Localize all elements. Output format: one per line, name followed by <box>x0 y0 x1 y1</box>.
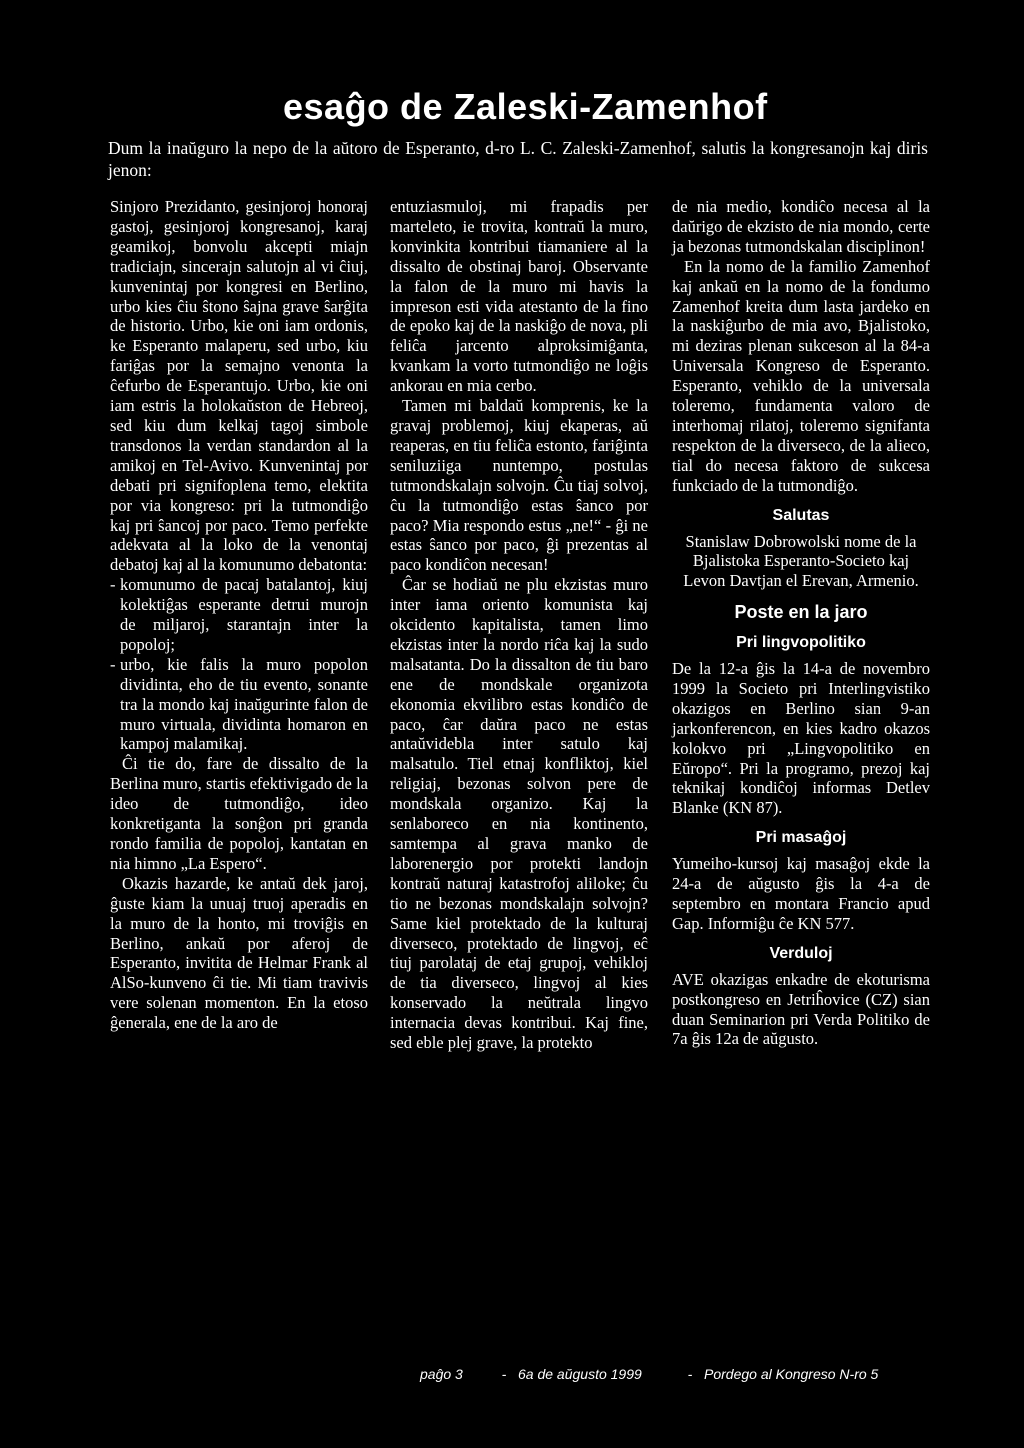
bullet-list <box>110 575 368 754</box>
publication-name: Pordego al Kongreso N-ro 5 <box>704 1366 879 1382</box>
salutas-text: Stanislaw Dobrowolski nome de la Bjalistoka Esperanto-Societo kaj Levon Davtjan el Erevan, Armenio. <box>683 531 919 591</box>
paragraph: Okazis hazarde, ke antaŭ dek jaroj, ĝuste kiam la unuaj truoj aperadis en la muro de la honto, mi troviĝis en Berlino, ankaŭ por aferoj de Esperanto, invitita de Helmar Frank al AlSo-kunveno ĉi tie. Mi tiam travivis vere solenan momenton. En la etoso ĝenerala, ene de la aro de <box>110 873 368 1033</box>
footer-separator: - <box>501 1366 507 1382</box>
list-item: - komunumo de pacaj batalantoj, kiuj kolektiĝas esperante detrui murojn de miljaroj, starantajn inter la popoloj; <box>110 575 368 654</box>
issue-date: 6a de aŭgusto 1999 <box>518 1366 642 1382</box>
paragraph: entuziasmuloj, mi frapadis per marteleto, ie trovita, kontraŭ la muro, konvinkita kontribui tiamaniere al la dissalto de obstinaj baroj. Observante la falon de la muro mi havis la impreson esti vida atestanto de la fino de epoko kaj de la naskiĝo de nova, pli feliĉa jarcento alproksimiĝanta, kvankam la vorto tutmondiĝo ne loĝis ankorau en mia cerbo. <box>390 197 648 396</box>
section-heading-salutas: Salutas <box>772 506 830 524</box>
section-heading-verduloj: Verduloj <box>769 944 833 962</box>
article-intro: Dum la inaŭguro la nepo de la aŭtoro de Esperanto, d-ro L. C. Zaleski-Zamenhof, salutis la kongresanojn kaj diris jenon: <box>108 138 928 180</box>
section-heading-masagoj: Pri masaĝoj <box>755 829 847 847</box>
section-heading-poste: Poste en la jaro <box>734 602 868 623</box>
paragraph: Sinjoro Prezidanto, gesinjoroj honoraj gastoj, gesinjoroj kongresanoj, karaj geamikoj, bonvolu akcepti miajn tradiciajn, sincerajn salutojn al vi ĉiuj, kunvenintaj por kongresi en Berlino, urbo kies ĉiu ŝtono ŝajna grave ŝarĝita de historio. Urbo, kie oni iam ordonis, ke Esperanto malaperu, sed urbo, kiu fariĝas por la semajno venonta la ĉefurbo de Esperantujo. Urbo, kie oni iam estris la holokaŭston de Hebreoj, sed kiu dum kelkaj tagoj simbole transdonos la verdan standardon al la amikoj en Tel-Avivo. Kunvenintaj por debati pri signifoplena temo, elektita por via kongreso: pri la tutmondiĝo kaj pri ŝancoj por paco. Temo perfekte adekvata al la loko de la venontaj debatoj kaj al la komunumo debatonta: <box>110 197 368 575</box>
paragraph: Ĉi tie do, fare de dissalto de la Berlina muro, startis efektivigado de la ideo de tutmondiĝo, ideo konkretiganta la sonĝon pri granda rondo familia de popoloj, kantatan en nia himno „La Espero“. <box>110 754 368 873</box>
paragraph: Ĉar se hodiaŭ ne plu ekzistas muro inter iama oriento komunista kaj okcidento kapitalista, tamen limo ekzistas inter la nordo riĉa kaj la sudo malsatanta. Do la dissalton de tiu baro ene de mondskale organizota ekonomia ekvilibro estas kondiĉo de paco, ĉar daŭra paco ne estas antaŭvidebla inter satulo kaj malsatulo. Tiel etnaj konfliktoj, kiel religiaj, bezonas solvon pere de mondskala organizo. Kaj la senlaboreco en nia kontinento, samtempa al grava manko de laborenergio por protekti landojn kontraŭ naturaj katastrofoj aliloke; ĉu tio ne bezonas mondskalajn solvojn? Same kiel protektado de la kulturaj diverseco, protektado de lingvoj, eĉ tiuj parolataj de etaj grupoj, vehikloj de tia diverseco, lingvoj al kies konservado la neŭtrala lingvo internacia devas kontribui. Kaj fine, sed eble plej grave, la protekto <box>390 575 648 1053</box>
article-headline: esaĝo de Zaleski-Zamenhof <box>283 86 768 127</box>
column-3 <box>672 197 930 1049</box>
column-2 <box>390 197 648 1053</box>
column-1 <box>110 197 368 1033</box>
list-item: - urbo, kie falis la muro popolon dividinta, eho de tiu evento, sonante tra la mondo kaj inaŭgurinte falon de muro virtuala, dividinta homaron en kampoj malamikaj. <box>110 654 368 754</box>
paragraph: En la nomo de la familio Zamenhof kaj ankaŭ en la nomo de la fondumo Zamenhof kreita dum lasta jardeko en la naskiĝurbo de mia avo, Bjalistoko, mi deziras plenan sukceson al la 84-a Universala Kongreso de Esperanto. Esperanto, vehiklo de la universala toleremo, fundamenta valoro de interhomaj rilatoj, toleremo signifanta respekton de la diverseco, de la alieco, tial do necesa faktoro de sukcesa funkciado de la tutmondiĝo. <box>672 256 930 495</box>
lingvopolitiko-text: De la 12-a ĝis la 14-a de novembro 1999 la Societo pri Interlingvistiko okazigos en Berlino sian 9-an jarkonferencon, en kies kadro okazos kolokvo pri „Lingvopolitiko en Eŭropo“. Pri la programo, prezoj kaj teknikaj kondiĉoj informas Detlev Blanke (KN 87). <box>672 659 930 818</box>
paragraph: de nia medio, kondiĉo necesa al la daŭrigo de ekzisto de nia mondo, certe ja bezonas tutmondskalan disciplinon! <box>672 197 930 256</box>
footer-separator: - <box>687 1366 693 1382</box>
verduloj-text: AVE okazigas enkadre de ekoturisma postkongreso en Jetriĥovice (CZ) sian duan Seminarion pri Verda Politiko de 7a ĝis 12a de aŭgusto. <box>672 969 930 1049</box>
masagoj-text: Yumeiho-kursoj kaj masaĝoj ekde la 24-a de aŭgusto ĝis la 4-a de septembro en montara Francio apud Gap. Informiĝu ĉe KN 577. <box>672 854 930 933</box>
page-number: paĝo 3 <box>420 1366 463 1382</box>
section-heading-lingvopolitiko: Pri lingvopolitiko <box>736 634 866 652</box>
paragraph: Tamen mi baldaŭ komprenis, ke la gravaj problemoj, kiuj ekaperas, aŭ reaperas, en tiu feliĉa estonto, fariĝinta seniluziiga nuntempo, postulas tutmondskalajn solvojn. Ĉu tiaj solvoj, ĉu la tutmondiĝo estas ŝanco por paco? Mia respondo estus „ne!“ - ĝi ne estas ŝanco por paco, ĝi prezentas al paco kondiĉon necesan! <box>390 396 648 575</box>
page-footer <box>420 1366 928 1382</box>
